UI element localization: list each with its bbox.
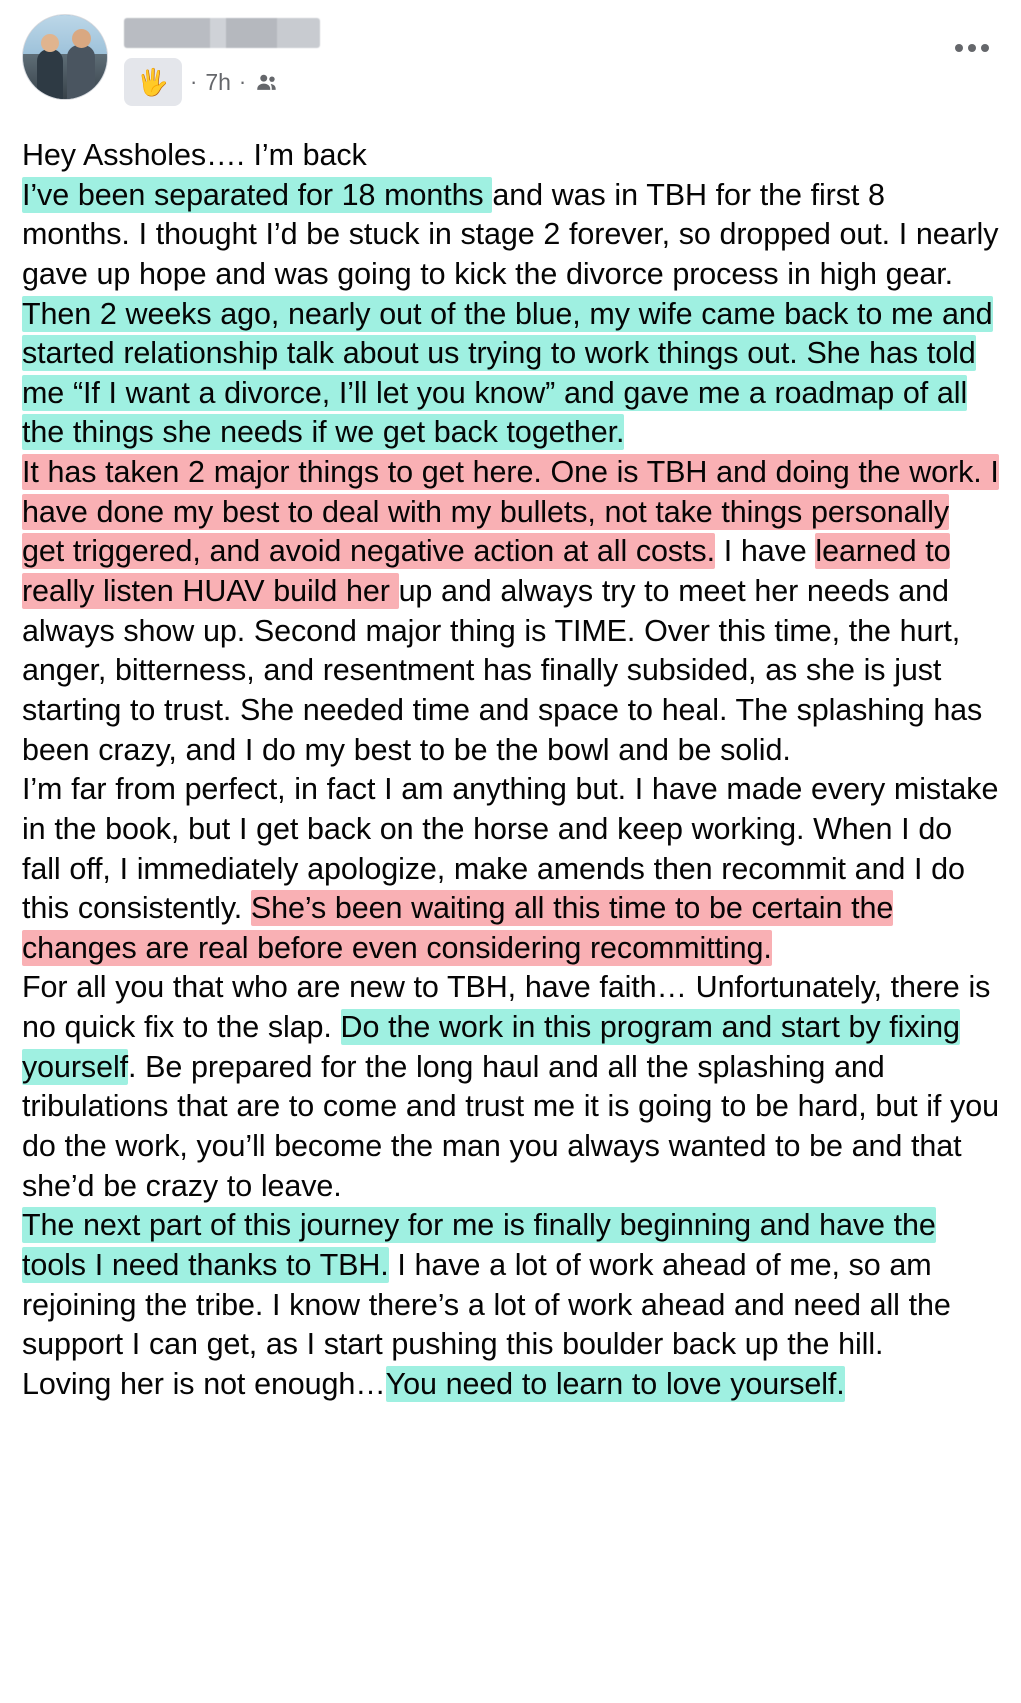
post-header-text — [124, 14, 320, 106]
highlight-teal: Then 2 weeks ago, nearly out of the blue, my wife came back to me and started relationship talk about us trying to work things out. She has told me “If I want a divorce, I’ll let you know” and gave me a roadmap of all the things she needs if we get back together. — [22, 296, 993, 450]
plain-text: I’m far from perfect, in fact I am anything but. I have made every mistake in the book, but I get back on the horse and keep working. When I do fall off, I immediately apologize, make amends then recommit and I do this consistently. — [22, 772, 999, 926]
post-line-1-text: Hey Assholes…. I’m back — [22, 138, 367, 172]
post-paragraph-6 — [22, 1365, 999, 1405]
meta-separator-dot-2: · — [238, 69, 247, 94]
highlight-teal: The next part of this journey for me is finally beginning and have the tools I need thanks to TBH. — [22, 1208, 936, 1282]
post-meta — [124, 58, 320, 106]
avatar-photo-person-right — [67, 45, 95, 99]
plain-text: I have a lot of work ahead of me, so am rejoining the tribe. I know there’s a lot of work ahead and need all the support I can get, as I start pushing this boulder back up the hill. — [22, 1247, 951, 1362]
avatar-photo-person-left — [37, 49, 63, 99]
post-paragraph-4 — [22, 968, 999, 1206]
highlight-pink: It has taken 2 major things to get here. One is TBH and doing the work. I have done my best to deal with my bullets, not take things personally get triggered, and avoid negative action at all costs. — [22, 455, 999, 569]
plain-text: For all you that who are new to TBH, have faith… Unfortunately, there is no quick fix to the slap. — [22, 970, 991, 1045]
post-paragraph-5 — [22, 1206, 999, 1365]
post-line-1 — [22, 136, 999, 176]
post-more-options-button[interactable] — [945, 28, 999, 68]
avatar-photo-sky — [23, 15, 107, 54]
plain-text: up and always try to meet her needs and always show up. Second major thing is TIME. Over this time, the hurt, anger, bitterness, and resentment has finally subsided, as she is just starting to trust. She needed time and space to heal. The splashing has been crazy, and I do my best to be the bowl and be solid. — [22, 574, 983, 767]
waving-hand-icon[interactable]: 🖐 — [124, 58, 182, 106]
more-dot-3 — [981, 44, 989, 52]
highlight-teal: I’ve been separated for 18 months — [22, 177, 493, 212]
avatar[interactable] — [22, 14, 108, 100]
more-dot-1 — [955, 44, 963, 52]
more-dot-2 — [968, 44, 976, 52]
highlight-teal: Do the work in this program and start by fixing yourself — [22, 1010, 960, 1084]
highlight-pink: She’s been waiting all this time to be certain the changes are real before even considering recommitting. — [22, 891, 894, 965]
post-timestamp[interactable]: 7h — [205, 68, 231, 95]
post-paragraph-2 — [22, 453, 999, 770]
post-body — [22, 136, 999, 1415]
post-header — [22, 14, 999, 110]
highlight-pink: learned to really listen HUAV build her — [22, 534, 951, 609]
plain-text: and was in TBH for the first 8 months. I thought I’d be stuck in stage 2 forever, so dropped out. I nearly gave up hope and was going to kick the divorce process in high gear. — [22, 177, 999, 291]
plain-text: . Be prepared for the long haul and all the splashing and tribulations that are to come and trust me it is going to be hard, but if you do the work, you’ll become the man you always wanted to be and that she’d be crazy to leave. — [22, 1049, 999, 1203]
meta-separator-dot: · — [190, 69, 198, 94]
group-audience-icon[interactable] — [254, 69, 280, 95]
post-paragraph-3 — [22, 770, 999, 968]
highlight-teal: You need to learn to love yourself. — [385, 1366, 845, 1401]
plain-text: I have — [714, 534, 816, 569]
plain-text: Loving her is not enough… — [22, 1366, 386, 1401]
author-name-redacted[interactable] — [124, 18, 320, 48]
post-paragraph-1 — [22, 176, 999, 453]
